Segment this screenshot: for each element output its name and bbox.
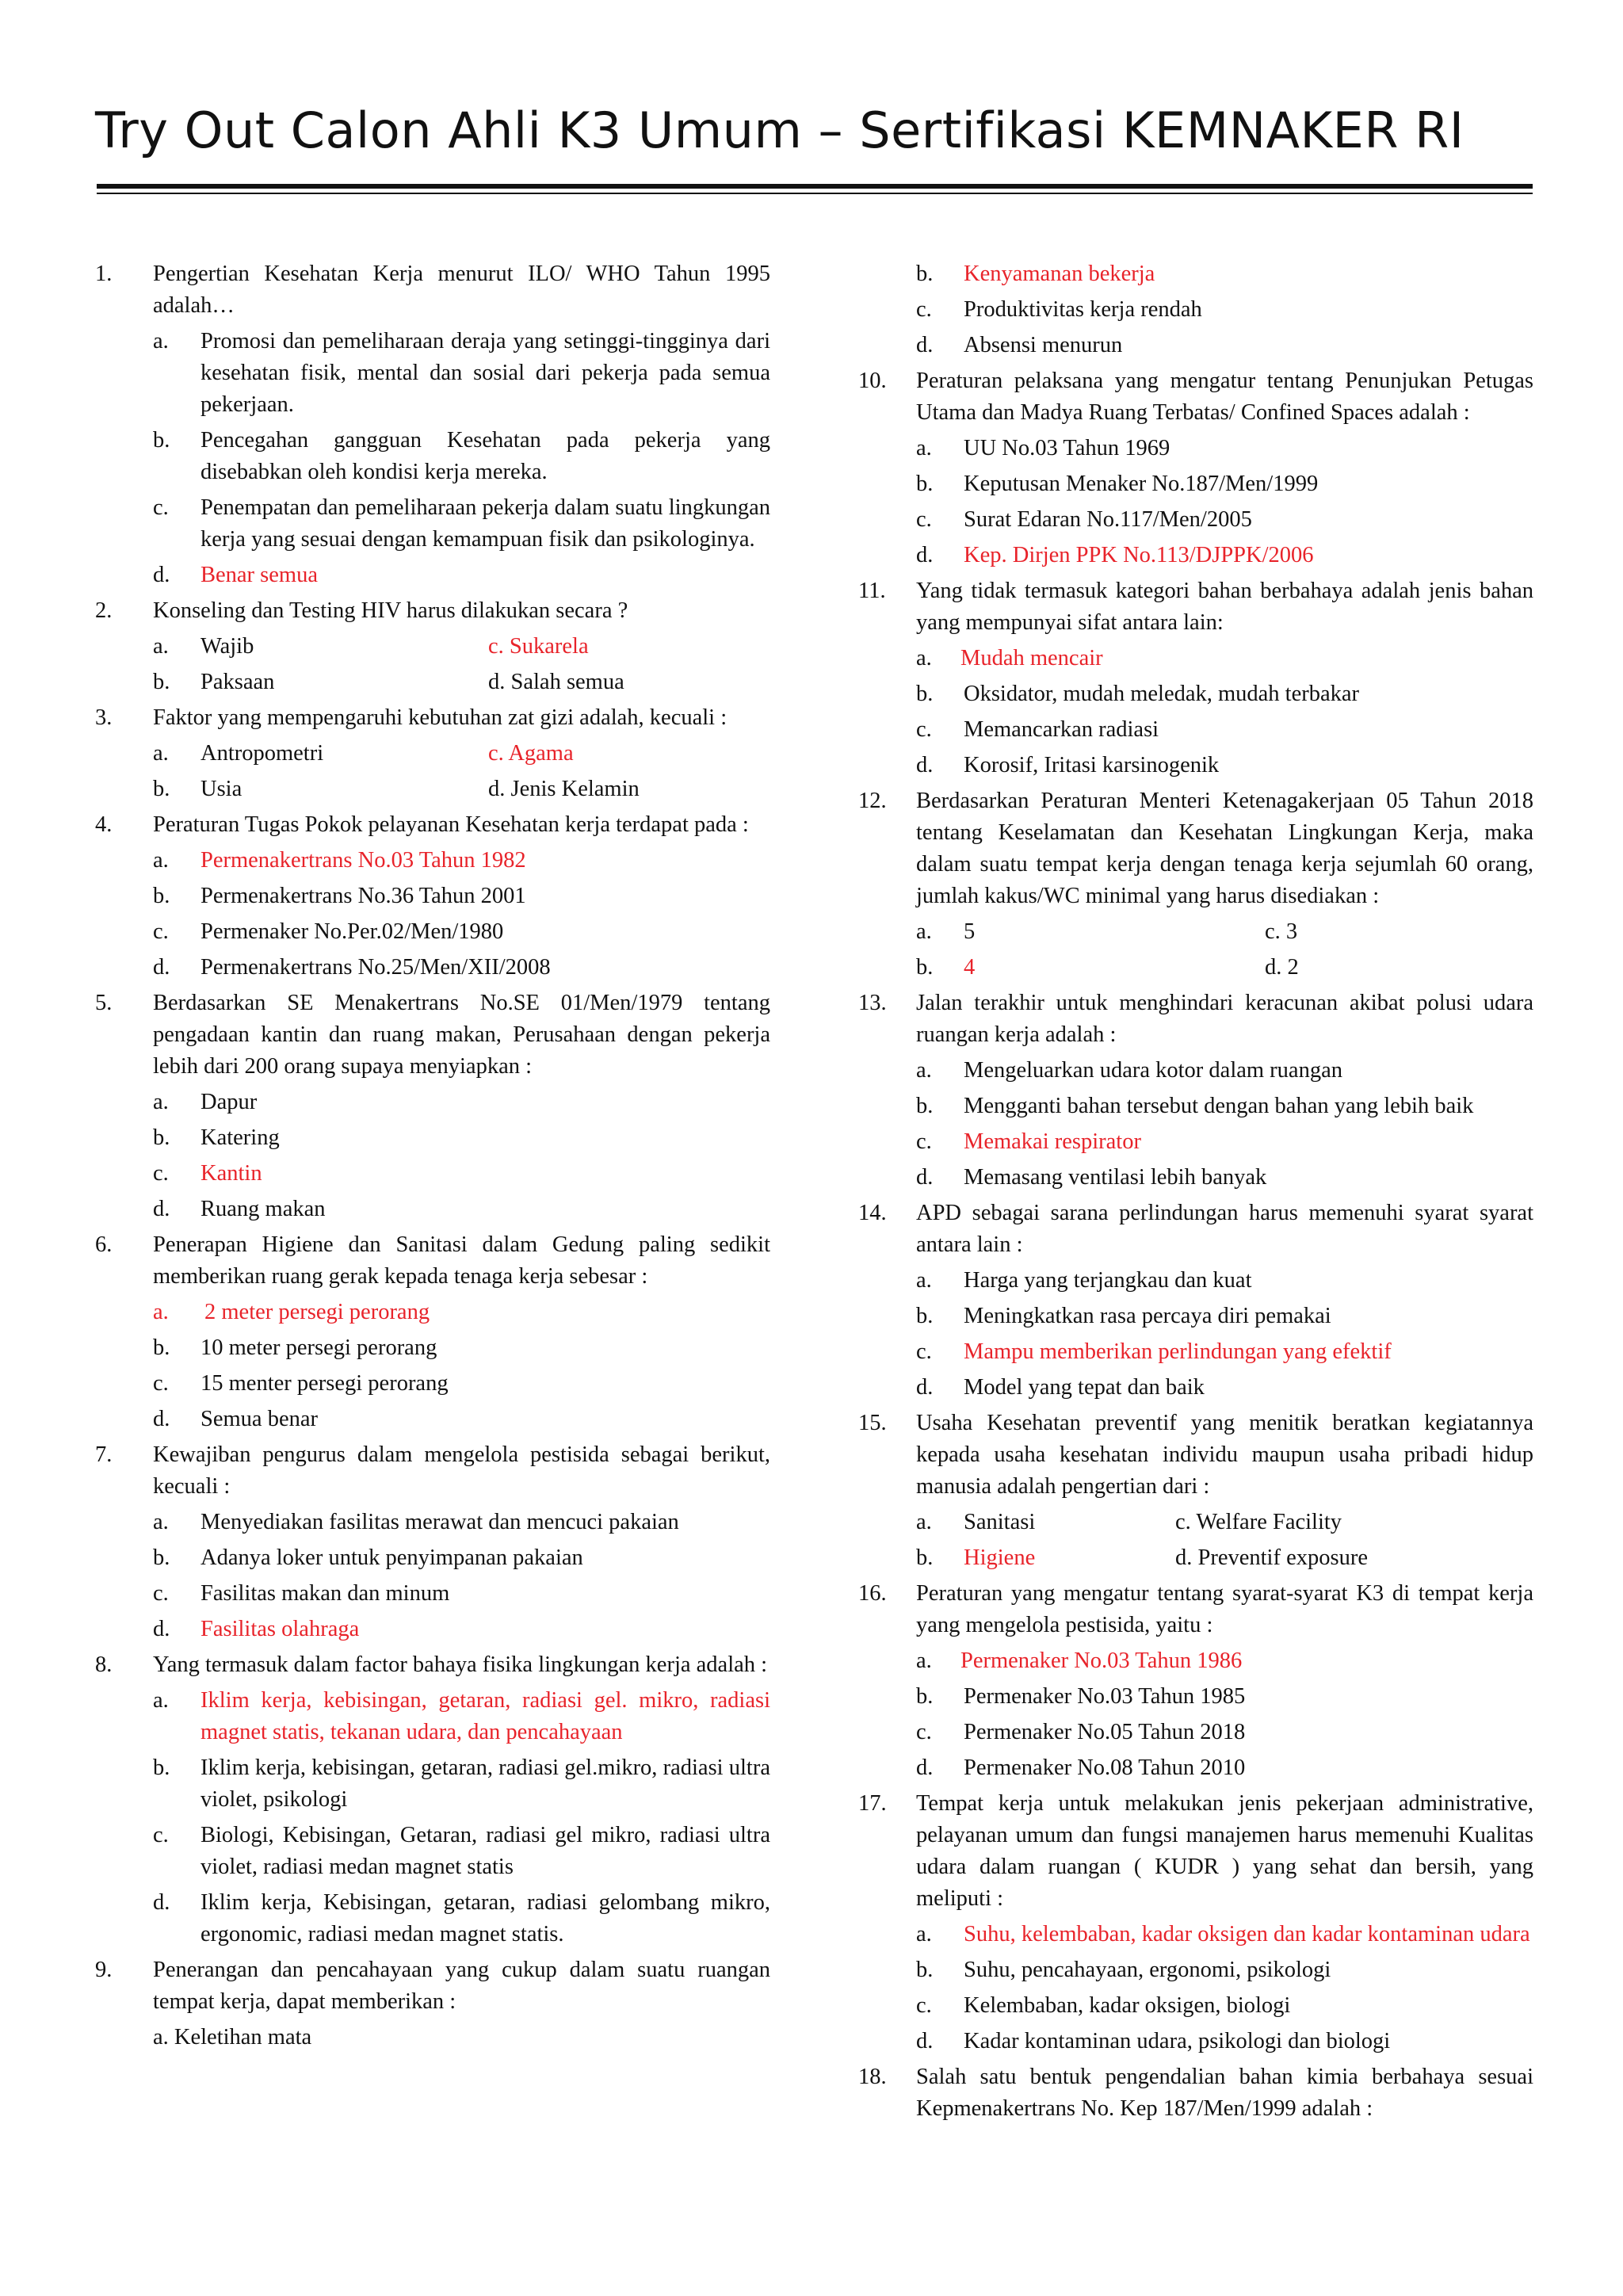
option-17b: b. Suhu, pencahayaan, ergonomi, psikologi (916, 1958, 1331, 1982)
page-title: Try Out Calon Ahli K3 Umum – Sertifikasi KEMNAKER RI (95, 101, 1465, 159)
option-row-15ac: a. Sanitasi c. Welfare Facility (916, 1510, 1342, 1534)
correct-answer: Permenaker No.03 Tahun 1986 (960, 1648, 1243, 1673)
option-13d: d. Memasang ventilasi lebih banyak (916, 1165, 1267, 1190)
option-11d: d. Korosif, Iritasi karsinogenik (916, 753, 1220, 777)
option-row-12bd: b. 4 d. 2 (858, 952, 1533, 984)
correct-answer: 4 (964, 955, 976, 980)
title-rule-thick (97, 184, 1533, 189)
option-row-2ac: a. Wajib c. Sukarela (95, 631, 770, 663)
question-7: 7. Kewajiban pengurus dalam mengelola pestisida sebagai berikut, kecuali : (95, 1442, 770, 1499)
question-2: 2. Konseling dan Testing HIV harus dilakukan secara ? (95, 598, 628, 623)
title-rule-thin (97, 193, 1533, 194)
question-18: 18. Salah satu bentuk pengendalian bahan kimia berbahaya sesuai Kepmenakertrans No. Kep 187/Men/1999 adalah : (858, 2065, 1533, 2121)
correct-answer: Suhu, kelembaban, kadar oksigen dan kadar kontaminan udara (964, 1922, 1530, 1946)
option-10a: a. UU No.03 Tahun 1969 (916, 436, 1170, 460)
question-14: 14. APD sebagai sarana perlindungan harus memenuhi syarat syarat antara lain : (858, 1201, 1533, 1257)
option-7b: b. Adanya loker untuk penyimpanan pakaian (153, 1545, 583, 1570)
option-16c: c. Permenaker No.05 Tahun 2018 (916, 1720, 1246, 1744)
option-11b: b. Oksidator, mudah meledak, mudah terbakar (916, 682, 1360, 706)
option-7c: c. Fasilitas makan dan minum (153, 1581, 450, 1606)
question-17: 17. Tempat kerja untuk melakukan jenis pekerjaan administrative, pelayanan umum dan fungsi manajemen harus memenuhi Kualitas udara dalam ruangan ( KUDR ) yang sehat dan bersih, yang meliputi : (858, 1791, 1533, 1911)
option-14c: c. Mampu memberikan perlindungan yang efektif (916, 1339, 1392, 1364)
question-1 (95, 258, 770, 322)
option-11a: a. Mudah mencair (916, 646, 1103, 670)
correct-answer: 2 meter persegi perorang (204, 1300, 430, 1324)
option-11c: c. Memancarkan radiasi (916, 717, 1159, 742)
question-11: 11. Yang tidak termasuk kategori bahan berbahaya adalah jenis bahan yang mempunyai sifat antara lain: (858, 579, 1533, 635)
option-7d: d. Fasilitas olahraga (153, 1617, 360, 1641)
option-16d: d. Permenaker No.08 Tahun 2010 (916, 1755, 1246, 1780)
option-row-3ac: a. Antropometri c. Agama (95, 738, 770, 770)
correct-answer: c. Agama (488, 741, 574, 766)
option-1a: a. Promosi dan pemeliharaan deraja yang setinggi-tingginya dari kesehatan fisik, mental dan sosial dari pekerja pada semua pekerjaan. (153, 329, 770, 417)
question-16: 16. Peraturan yang mengatur tentang syarat-syarat K3 di tempat kerja yang mengelola pestisida, yaitu : (858, 1581, 1533, 1637)
option-row-3bd: b. Usia d. Jenis Kelamin (153, 777, 640, 801)
option-8b: b. Iklim kerja, kebisingan, getaran, radiasi gel.mikro, radiasi ultra violet, psikologi (153, 1755, 770, 1812)
option-14d: d. Model yang tepat dan baik (916, 1375, 1205, 1400)
option-row-12ac: a. 5 c. 3 (916, 919, 1298, 944)
question-13: 13. Jalan terakhir untuk menghindari keracunan akibat polusi udara ruangan kerja adalah : (858, 991, 1533, 1047)
option-16a: a. Permenaker No.03 Tahun 1986 (916, 1648, 1243, 1673)
option-6d: d. Semua benar (153, 1407, 318, 1431)
option-8a: a. Iklim kerja, kebisingan, getaran, radiasi gel. mikro, radiasi magnet statis, tekanan udara, dan pencahayaan (153, 1688, 770, 1744)
question-10: 10. Peraturan pelaksana yang mengatur tentang Penunjukan Petugas Utama dan Madya Ruang Terbatas/ Confined Spaces adalah : (858, 369, 1533, 425)
option-row-15bd: b. Higiene d. Preventif exposure (858, 1542, 1533, 1574)
correct-answer: Memakai respirator (964, 1129, 1141, 1154)
option-6b: b. 10 meter persegi perorang (153, 1335, 437, 1360)
correct-answer: Kantin (200, 1161, 262, 1186)
option-9d: d. Absensi menurun (916, 333, 1123, 357)
option-8d: d. Iklim kerja, Kebisingan, getaran, radiasi gelombang mikro, ergonomic, radiasi medan magnet statis. (153, 1890, 770, 1946)
option-17d: d. Kadar kontaminan udara, psikologi dan biologi (916, 2029, 1391, 2053)
option-9b: b. Kenyamanan bekerja (916, 262, 1155, 286)
correct-answer: Permenakertrans No.03 Tahun 1982 (200, 848, 526, 873)
option-4c: c. Permenaker No.Per.02/Men/1980 (153, 919, 504, 944)
option-13c: c. Memakai respirator (916, 1129, 1141, 1154)
option-row-2bd: b. Paksaan d. Salah semua (153, 670, 624, 694)
option-10d: d. Kep. Dirjen PPK No.113/DJPPK/2006 (916, 543, 1314, 567)
correct-answer: Kep. Dirjen PPK No.113/DJPPK/2006 (964, 543, 1314, 567)
option-13a: a. Mengeluarkan udara kotor dalam ruangan (916, 1058, 1342, 1083)
option-1b: b. Pencegahan gangguan Kesehatan pada pekerja yang disebabkan oleh kondisi kerja mereka. (153, 428, 770, 484)
option-14a: a. Harga yang terjangkau dan kuat (916, 1268, 1252, 1293)
option-8c: c. Biologi, Kebisingan, Getaran, radiasi gel mikro, radiasi ultra violet, radiasi medan magnet statis (153, 1823, 770, 1879)
correct-answer: Mampu memberikan perlindungan yang efektif (964, 1339, 1392, 1364)
option-5a: a. Dapur (153, 1090, 258, 1114)
option-1d: d. Benar semua (153, 563, 318, 587)
option-5c: c. Kantin (153, 1161, 262, 1186)
option-17a: a. Suhu, kelembaban, kadar oksigen dan kadar kontaminan udara (916, 1922, 1530, 1946)
option-4d: d. Permenakertrans No.25/Men/XII/2008 (153, 955, 551, 980)
option-1c: c. Penempatan dan pemeliharaan pekerja dalam suatu lingkungan kerja yang sesuai dengan kemampuan fisik dan psikologinya. (153, 495, 770, 552)
question-15: 15. Usaha Kesehatan preventif yang menitik beratkan kegiatannya kepada usaha kesehatan individu maupun usaha pribadi hidup manusia adalah pengertian dari : (858, 1411, 1533, 1499)
option-10c: c. Surat Edaran No.117/Men/2005 (916, 507, 1252, 532)
question-6: 6. Penerapan Higiene dan Sanitasi dalam Gedung paling sedikit memberikan ruang gerak kepada tenaga kerja sebesar : (95, 1232, 770, 1289)
option-5b: b. Katering (153, 1125, 280, 1150)
option-9a: a. Keletihan mata (153, 2025, 312, 2050)
question-8: 8. Yang termasuk dalam factor bahaya fisika lingkungan kerja adalah : (95, 1652, 768, 1677)
option-6a: a. 2 meter persegi perorang (153, 1300, 430, 1324)
option-4a: a. Permenakertrans No.03 Tahun 1982 (153, 848, 526, 873)
correct-answer: Iklim kerja, kebisingan, getaran, radiasi gel. mikro, radiasi magnet statis, tekanan udara, dan pencahayaan (200, 1688, 770, 1744)
question-number: 1. (95, 262, 113, 286)
correct-answer: Higiene (964, 1545, 1036, 1570)
correct-answer: c. Sukarela (488, 634, 589, 659)
option-4b: b. Permenakertrans No.36 Tahun 2001 (153, 884, 526, 908)
question-3: 3. Faktor yang mempengaruhi kebutuhan zat gizi adalah, kecuali : (95, 705, 727, 730)
option-13b: b. Mengganti bahan tersebut dengan bahan yang lebih baik (916, 1094, 1474, 1118)
option-10b: b. Keputusan Menaker No.187/Men/1999 (916, 472, 1319, 496)
correct-answer: Fasilitas olahraga (200, 1617, 360, 1641)
option-17c: c. Kelembaban, kadar oksigen, biologi (916, 1993, 1291, 2018)
question-4: 4. Peraturan Tugas Pokok pelayanan Kesehatan kerja terdapat pada : (95, 812, 749, 837)
right-column (858, 258, 1533, 2129)
correct-answer: Benar semua (200, 563, 318, 587)
correct-answer: Mudah mencair (960, 646, 1103, 670)
question-text: Pengertian Kesehatan Kerja menurut ILO/ WHO Tahun 1995 adalah… (153, 262, 770, 318)
option-6c: c. 15 menter persegi perorang (153, 1371, 449, 1396)
option-7a: a. Menyediakan fasilitas merawat dan mencuci pakaian (153, 1510, 679, 1534)
option-9c: c. Produktivitas kerja rendah (916, 297, 1202, 322)
question-9: 9. Penerangan dan pencahayaan yang cukup dalam suatu ruangan tempat kerja, dapat memberikan : (95, 1958, 770, 2014)
option-16b: b. Permenaker No.03 Tahun 1985 (916, 1684, 1246, 1709)
option-14b: b. Meningkatkan rasa percaya diri pemakai (916, 1304, 1331, 1328)
question-12: 12. Berdasarkan Peraturan Menteri Ketenagakerjaan 05 Tahun 2018 tentang Keselamatan dan Kesehatan Lingkungan Kerja, maka dalam suatu tempat kerja dengan tenaga kerja sejumlah 60 orang, jumlah kakus/WC minimal yang harus disediakan : (858, 789, 1533, 908)
correct-answer: Kenyamanan bekerja (964, 262, 1155, 286)
left-column (95, 258, 770, 2057)
question-5: 5. Berdasarkan SE Menakertrans No.SE 01/Men/1979 tentang pengadaan kantin dan ruang makan, Perusahaan dengan pekerja lebih dari 200 orang supaya menyiapkan : (95, 991, 770, 1079)
option-5d: d. Ruang makan (153, 1197, 326, 1221)
